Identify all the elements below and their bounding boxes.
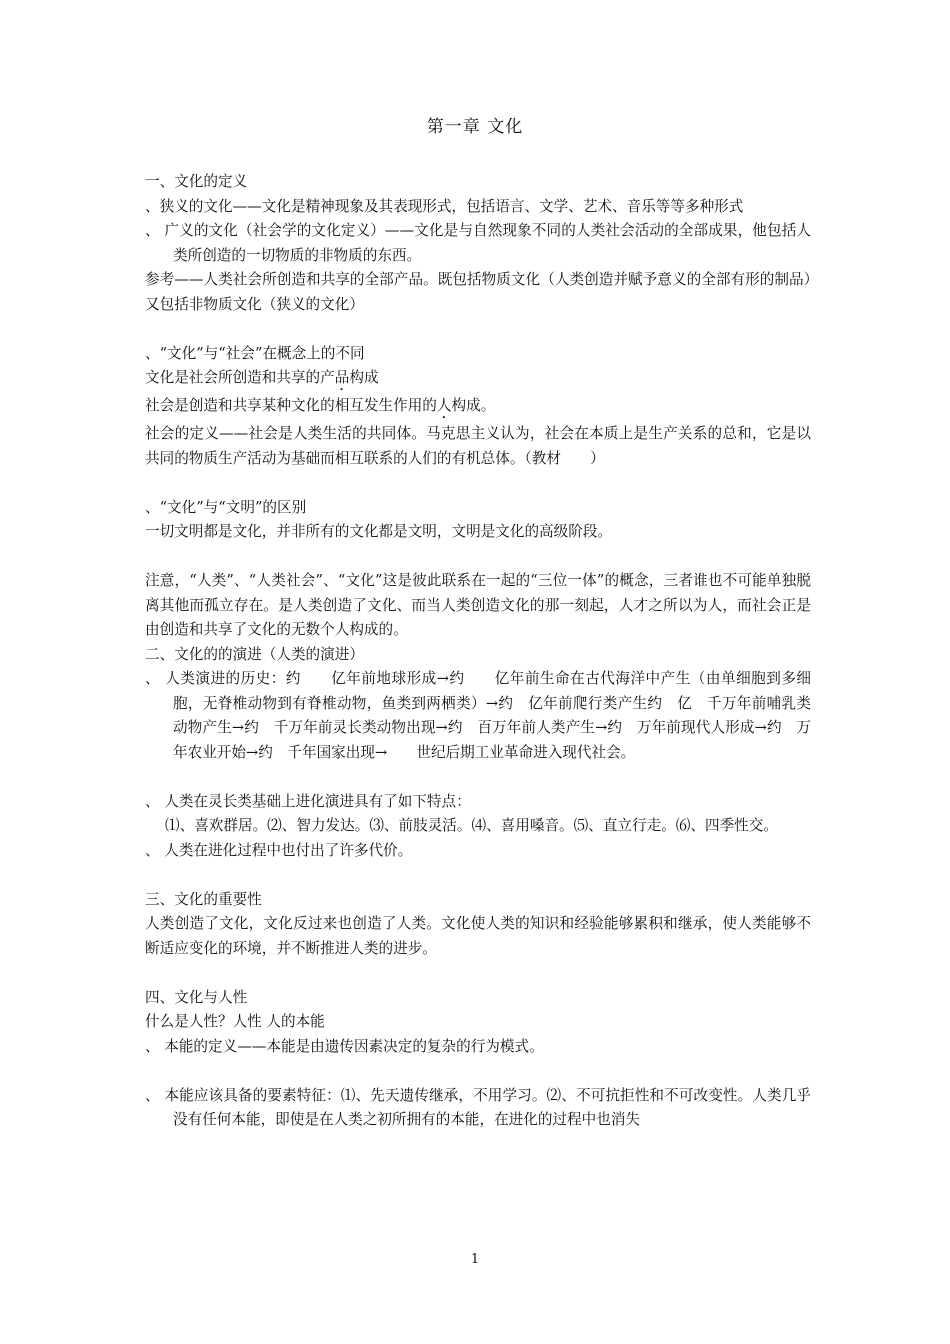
human-nature-question: 什么是人性？人性 人的本能 [145,1013,325,1030]
narrow-definition: 、狭义的文化——文化是精神现象及其表现形式，包括语言、文学、艺术、音乐等等多种形式 [145,197,744,215]
section-heading: 四、文化与人性 [145,988,248,1006]
society-culture-line [145,394,811,422]
spacer [145,545,811,570]
evolution-cost: 、 人类在进化过程中也付出了许多代价。 [145,841,413,859]
spacer [145,863,811,888]
features-list: ⑴、喜欢群居。⑵、智力发达。⑶、前肢灵活。⑷、喜用嗓音。⑸、直立行走。⑹、四季性交。 [165,817,778,834]
document-body [145,170,811,1133]
trinity-note: 注意，“人类”、“人类社会”、“文化”这是彼此联系在一起的“三位一体”的概念，三者谁也不可能单独脱离其他而孤立存在。是人类创造了文化、而当人类创造文化的那一刻起，人才之所以为人，而社会正是由创造和共享了文化的无数个人构成的。 [145,572,811,638]
evolution-history: 、 人类演进的历史：约 亿年前地球形成→约 亿年前生命在古代海洋中产生（由单细胞到多细胞，无脊椎动物到有脊椎动物，鱼类到两栖类）→约 亿年前爬行类产生约 亿 千万年前哺乳类动物产生→约 千万年前灵长类动物出现→约 百万年前人类产生→约 万年前现代人形成→约 万年农业开始→约 千年国家出现→ 世纪后期工业革命进入现代社会。 [145,670,811,761]
emphasis-char: 人 [436,397,452,414]
section-heading: 、“文化”与“文明”的区别 [145,498,307,516]
culture-society-line [145,366,811,394]
importance-text: 人类创造了文化，文化反过来也创造了人类。文化使人类的知识和经验能够累积和继承，使人类能够不断适应变化的环境，并不断推进人类的进步。 [145,915,811,957]
civilization-text: 一切文明都是文化，并非所有的文化都是文明，文明是文化的高级阶段。 [145,523,613,540]
section-heading: 一、文化的定义 [145,173,248,190]
text-span: 构成。 [451,397,496,414]
section-heading: 三、文化的重要性 [145,890,262,908]
chapter-title: 第一章 文化 [426,117,524,137]
text-span: 社会是创造和共享某种文化的相互发生作用的 [145,397,437,414]
spacer [145,765,811,790]
section-heading: 二、文化的的演进（人类的演进） [145,645,364,663]
spacer [145,471,811,496]
reference-note: 参考——人类社会所创造和共享的全部产品。既包括物质文化（人类创造并赋予意义的全部有形的制品）又包括非物质文化（狭义的文化） [145,271,811,313]
broad-definition: 、 广义的文化（社会学的文化定义）——文化是与自然现象不同的人类社会活动的全部成果，他包括人类所创造的一切物质的非物质的东西。 [145,222,811,264]
features-intro: 、 人类在灵长类基础上进化演进具有了如下特点： [145,792,471,810]
spacer [145,317,811,342]
section-heading: 、“文化”与“社会”在概念上的不同 [145,344,365,362]
spacer [145,1059,811,1084]
emphasis-char: 品 [334,369,350,386]
instinct-features: 、 本能应该具备的要素特征：⑴、先天遗传继承，不用学习。⑵、不可抗拒性和不可改变性。人类几乎没有任何本能，即使是在人类之初所拥有的本能，在进化的过程中也消失 [145,1086,811,1128]
spacer [145,961,811,986]
text-span: 构成 [349,369,379,386]
instinct-definition: 、 本能的定义——本能是由遗传因素决定的复杂的行为模式。 [145,1037,544,1055]
society-definition: 社会的定义——社会是人类生活的共同体。马克思主义认为，社会在本质上是生产关系的总和，它是以共同的物质生产活动为基础而相互联系的人们的有机总体。（教材 ） [145,425,811,467]
text-span: 文化是社会所创造和共享的产 [145,369,335,386]
page-number: 1 [470,1252,480,1267]
